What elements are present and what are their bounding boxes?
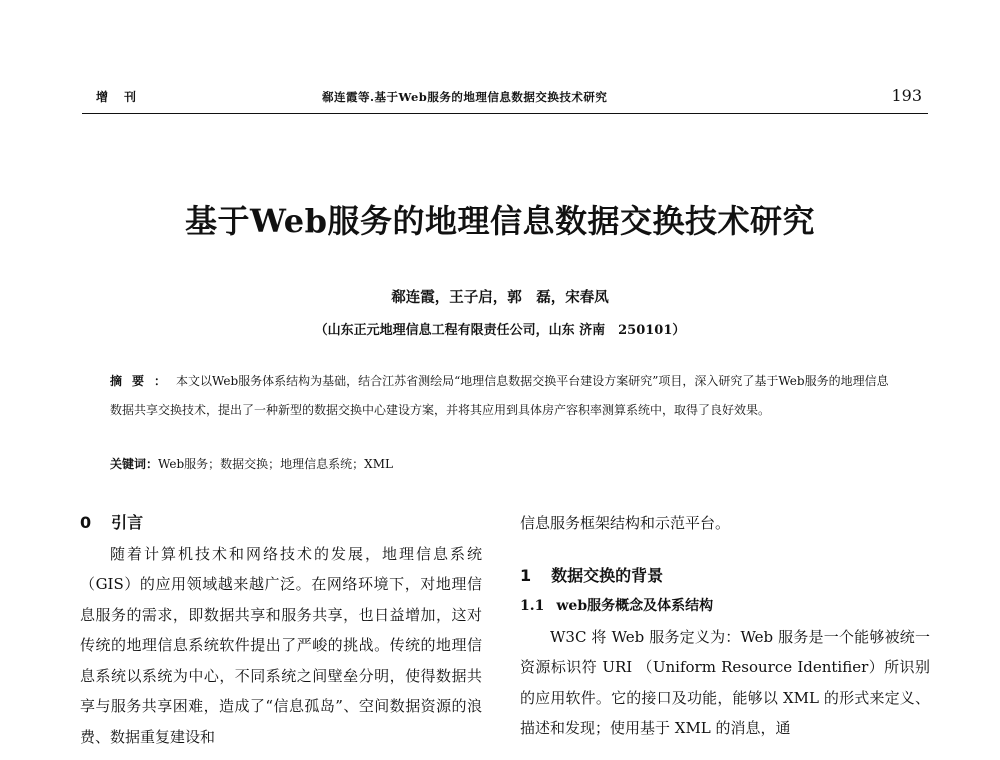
section-number: 0 <box>80 513 92 532</box>
header-running-title: 郗连霞等.基于Web服务的地理信息数据交换技术研究 <box>322 90 608 104</box>
abstract <box>110 367 900 425</box>
paper-title: 基于Web服务的地理信息数据交换技术研究 <box>184 202 816 240</box>
section-heading-background <box>520 561 930 592</box>
header-rule <box>82 113 928 114</box>
abstract-text: 本文以Web服务体系结构为基础，结合江苏省测绘局“地理信息数据交换平台建设方案研究”项目，深入研究了基于Web服务的地理信息数据共享交换技术，提出了一种新型的数据交换中心建设方案，并将其应用到具体房产容积率测算系统中，取得了良好效果。 <box>110 374 889 417</box>
page-number: 193 <box>891 86 922 105</box>
header-issue-label: 增刊 <box>96 90 153 104</box>
right-column <box>520 508 930 744</box>
keywords-label: 关键词： <box>110 457 159 471</box>
continued-paragraph: 信息服务框架结构和示范平台。 <box>520 514 731 532</box>
affiliation: （山东正元地理信息工程有限责任公司，山东 济南 250101） <box>314 323 686 338</box>
keywords <box>110 455 900 472</box>
subsection-title: web服务概念及体系结构 <box>556 598 714 614</box>
section-title: 数据交换的背景 <box>551 565 664 585</box>
keywords-text: Web服务；数据交换；地理信息系统；XML <box>158 457 393 471</box>
subsection-number: 1.1 <box>520 598 545 614</box>
section-title: 引言 <box>111 513 144 532</box>
abstract-label: 摘要： <box>110 374 177 388</box>
definition-paragraph: W3C 将 Web 服务定义为：Web 服务是一个能够被统一资源标识符 URI （Uniform Resource Identifier）所识别的应用软件。它的接口及功能，能够以 XML 的形式来定义、描述和发现；使用基于 XML 的消息，通 <box>520 627 930 737</box>
author-list: 郗连霞，王子启，郭 磊，宋春凤 <box>391 289 609 306</box>
section-heading-intro <box>80 508 482 539</box>
subsection-heading <box>520 591 930 622</box>
left-column <box>80 508 482 752</box>
section-number: 1 <box>520 565 532 585</box>
intro-paragraph: 随着计算机技术和网络技术的发展，地理信息系统（GIS）的应用领域越来越广泛。在网络环境下，对地理信息服务的需求，即数据共享和服务共享，也日益增加，这对传统的地理信息系统软件提出了严峻的挑战。传统的地理信息系统以系统为中心，不同系统之间壁垒分明，使得数据共享与服务共享困难，造成了“信息孤岛”、空间数据资源的浪费、数据重复建设和 <box>80 544 482 746</box>
running-header <box>82 88 928 110</box>
